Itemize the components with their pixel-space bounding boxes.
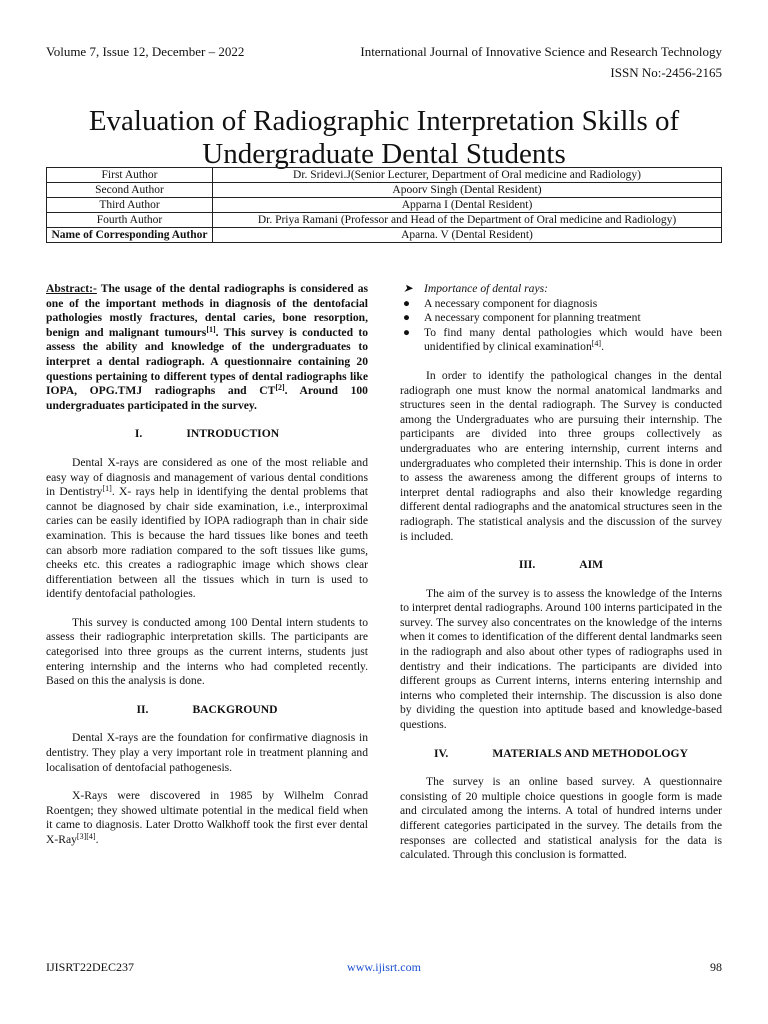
abstract [46,282,368,413]
list-item-text: To find many dental pathologies which would have been unidentified by clinical examination [424,325,722,354]
author-table [46,167,722,243]
section-heading-methods [400,747,722,762]
bullet-icon: ● [403,325,411,339]
citation-ref: [1] [206,324,216,334]
list-item [400,297,722,312]
list-item-text: A necessary component for diagnosis [424,296,598,310]
left-column [46,282,368,848]
abstract-text: . Around 100 undergraduates participated in the survey. [46,384,368,412]
author-row-corresponding [47,228,722,243]
author-role: Second Author [47,183,213,198]
citation-ref: [2] [275,383,285,393]
abstract-text: The usage of the dental radiographs is considered as one of the important methods in diagnosis of the dentofacial pathologies mostly fractures, dental caries, bone resorption, benign and malignant tumours [46,282,368,339]
section-number: III. [518,558,536,572]
author-name: Apoorv Singh (Dental Resident) [213,183,722,198]
paper-title: Evaluation of Radiographic Interpretation Skills of Undergraduate Dental Students [88,105,680,171]
importance-list [400,282,722,355]
paragraph-text: X-Rays were discovered in 1985 by Wilhelm Conrad Roentgen; they showed ultimate potential in the medical field when it came to diagnosis. Later Drotto Walkhoff took the first ever dental X-Ray [46,789,368,846]
footer-page-number: 98 [710,960,722,974]
section-number: IV. [434,746,449,760]
section-heading-background [46,703,368,718]
section-title: MATERIALS AND METHODOLOGY [492,746,688,760]
footer-journal-link[interactable]: www.ijisrt.com [347,960,421,974]
paragraph: The survey is an online based survey. A questionnaire consisting of 20 multiple choice questions in google form is made and circulated among the interns. A total of hundred interns under different categories participated in the survey. The details from the responses are collected and statistical analysis for the data is calculated. Through this conclusion is formatted. [400,775,722,862]
author-row [47,168,722,183]
section-title: BACKGROUND [192,702,278,716]
paragraph: Dental X-rays are the foundation for confirmative diagnosis in dentistry. They play a very important role in treatment planning and localisation of dentofacial pathogenesis. [46,731,368,774]
journal-volume: Volume 7, Issue 12, December – 2022 [46,44,245,59]
section-heading-introduction [46,427,368,442]
list-item [400,311,722,326]
abstract-text: . This survey is conducted to assess the ability and knowledge of the undergraduates to interpret a dental radiograph. A questionnaire containing 20 questions pertaining to different types of dental radiographs like IOPA, OPG.TMJ radiographs and CT [46,325,369,398]
list-item: ● To find many dental pathologies which would have been unidentified by clinical examination[4]. [403,325,722,354]
author-role: Name of Corresponding Author [47,228,213,243]
paragraph-text: Dental X-rays are considered as one of the most reliable and easy way of diagnosis and management of various dental conditions in Dentistry [46,455,368,499]
citation-ref: [4] [591,339,602,349]
section-heading-aim [400,558,722,573]
author-name: Dr. Sridevi.J(Senior Lecturer, Department of Oral medicine and Radiology) [213,168,722,183]
footer-paper-code: IJISRT22DEC237 [46,960,134,974]
author-name: Dr. Priya Ramani (Professor and Head of the Department of Oral medicine and Radiology) [213,213,722,228]
author-row [47,198,722,213]
author-role: First Author [47,168,213,183]
paragraph [46,456,368,602]
list-item-text: A necessary component for planning treatment [424,311,641,325]
right-column [400,282,722,863]
abstract-label: Abstract:- [46,282,97,295]
author-row [47,183,722,198]
list-heading-text: Importance of dental rays: [424,282,548,295]
author-row [47,213,722,228]
section-title: AIM [579,558,604,572]
bullet-icon: ● [403,311,411,325]
paragraph: The aim of the survey is to assess the knowledge of the Interns to interpret dental radiographs. Around 100 interns participated in the survey. The survey also concentrates on the knowledge of the interns when it comes to identification of the different dental landmarks seen in the radiograph and also about other types of radiographs used in dentistry and their indications. The participants are divided into different groups as Current interns, interns entering internship and interns who completed their internship. The discussion is also done by dividing the question into aptitude based and knowledge-based questions. [400,586,722,732]
paragraph-text: . [95,833,99,846]
section-number: II. [136,702,149,716]
citation-ref: [1] [102,484,112,494]
section-title: INTRODUCTION [186,427,280,441]
paragraph: In order to identify the pathological changes in the dental radiograph one must know the normal anatomical landmarks and structures seen in the dental radiograph. The Survey is conducted among the Undergraduates who are pursuing their internship. The participants are divided into three groups collectively as undergraduates who are entering internship, current interns and undergraduates who completed their internship. This is done in order to assess the awareness among the different groups of interns to interpret dental radiographs and also their knowledge regarding different dental radiographs and the anatomical structures seen in the radiograph. The statistical analysis and the discussion of the survey is included. [400,368,722,543]
author-name: Apparna I (Dental Resident) [213,198,722,213]
journal-name: International Journal of Innovative Science and Research Technology [360,44,722,59]
paragraph-text: . X- rays help in identifying the dental problems that cannot be diagnosed by chair side examination, i.e., interproximal caries can be easily identified by IOPA radiograph than in chair side examination. This is because the hard tissues like bones and teeth can absorb more radiation compared to the soft tissues like gums, cheeks etc. this creates a radiographic image which shows clear differentiation between all the tissues which in turn is used to identify dentofacial pathologies. [46,485,368,601]
bullet-icon: ● [403,296,411,310]
arrow-bullet-icon: ➤ [403,282,413,295]
author-role: Fourth Author [47,213,213,228]
journal-issn: ISSN No:-2456-2165 [610,65,722,80]
paragraph [46,789,368,847]
author-role: Third Author [47,198,213,213]
section-number: I. [134,427,143,441]
paragraph: This survey is conducted among 100 Dental intern students to assess their radiographic interpretation skills. The participants are categorised into three groups as the current interns, students just entering internship and the interns who had completed recently. Based on this the analysis is done. [46,615,368,688]
citation-ref: [3][4] [76,832,96,841]
importance-heading [400,282,722,297]
author-name: Aparna. V (Dental Resident) [213,228,722,243]
